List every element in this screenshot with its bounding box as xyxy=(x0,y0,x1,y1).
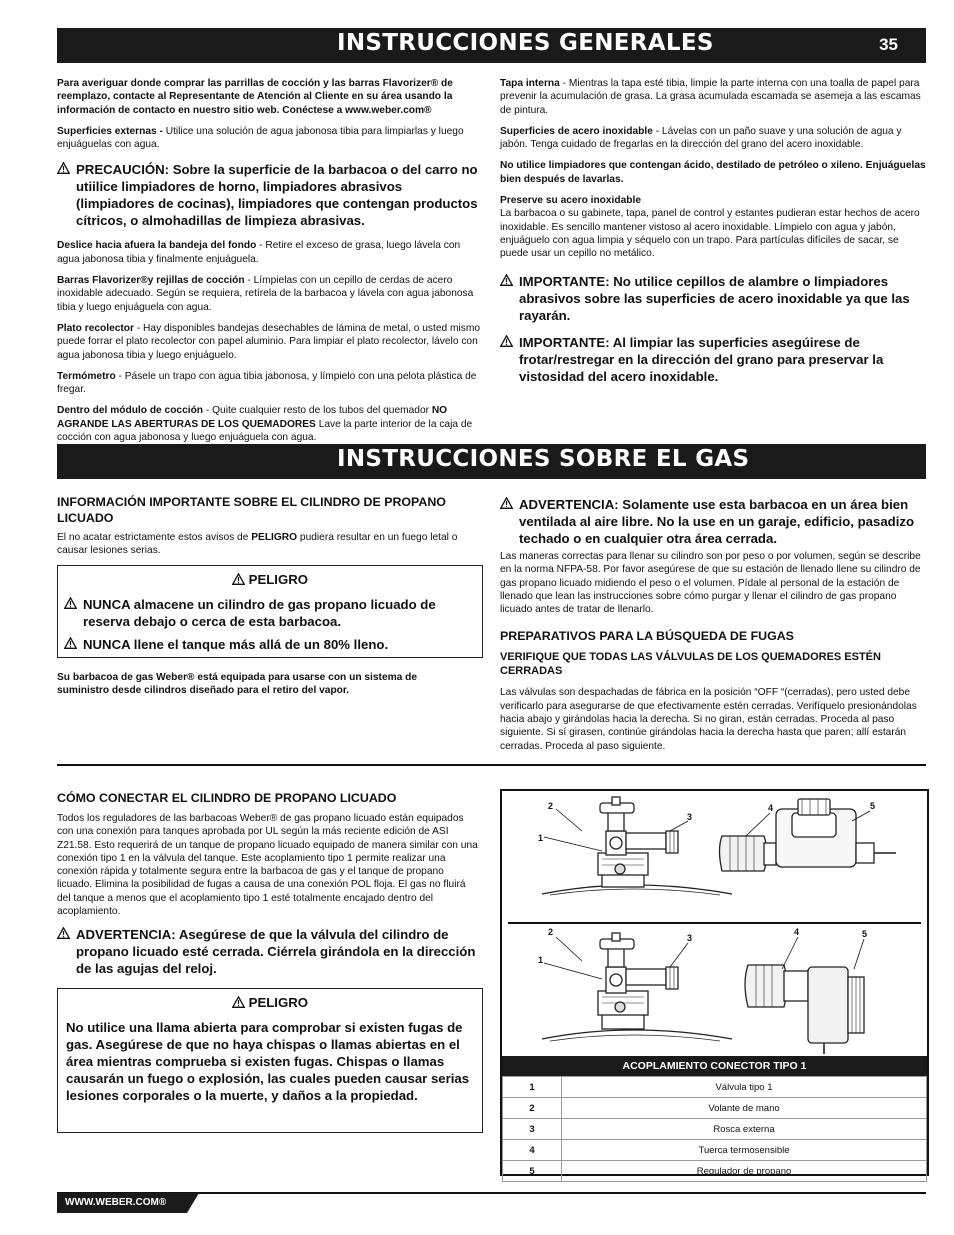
flavorizer-paragraph xyxy=(57,274,481,314)
paragraph-text: - Lávelas con un paño suave y una solución de agua y jabón. Tenga cuidado de fregarlas en la dirección del grano del acero inoxidable. xyxy=(500,125,902,151)
paragraph-label: Deslice hacia afuera la bandeja del fondo xyxy=(57,240,257,252)
callout-2: 2 xyxy=(548,801,554,811)
table-row xyxy=(503,1077,927,1098)
warning-text: IMPORTANTE: No utilice cepillos de alambre o limpiadores abrasivos sobre las superficies de acero inoxidable ya que las rayarán. xyxy=(519,273,910,323)
paragraph-emphasis: PELIGRO xyxy=(251,532,298,543)
bottom-regulator xyxy=(745,965,864,1054)
danger-title xyxy=(58,994,482,1011)
preserve-title: Preserve su acero inoxidable xyxy=(500,195,641,207)
danger-box-flame xyxy=(57,988,483,1133)
part-label: Volante de mano xyxy=(562,1098,927,1119)
section-title: INSTRUCCIONES SOBRE EL GAS xyxy=(337,446,750,472)
callout-3: 3 xyxy=(687,812,693,822)
bottom-tank-valve xyxy=(542,933,732,1041)
table-row xyxy=(503,1161,927,1182)
warning-icon xyxy=(64,597,77,609)
valve-closed-warning xyxy=(57,926,481,977)
warning-icon xyxy=(232,996,245,1008)
important-warning-2 xyxy=(500,334,926,385)
vapor-note: Su barbacoa de gas Weber® está equipada para usarse con un sistema de suministro desde cilindros diseñado para el retiro del vapor. xyxy=(57,672,418,697)
warning-text: IMPORTANTE: Al limpiar las superficies asegúirese de frotar/restregar en la dirección del grano para preservar la vistosidad del acero inoxidable. xyxy=(519,334,884,384)
coupling-figure xyxy=(500,789,929,1176)
part-number: 4 xyxy=(503,1140,562,1161)
callout-4: 4 xyxy=(794,927,800,937)
external-surfaces-paragraph xyxy=(57,125,481,152)
paragraph-text: - Mientras la tapa esté tibia, limpie la parte interna con una toalla de papel para prevenir la acumulación de grasa. La grasa acumulada escamada se asemeja a las escamas de pintura. xyxy=(500,78,921,116)
thermometer-paragraph xyxy=(57,370,481,397)
leak-prep-title: PREPARATIVOS PARA LA BÚSQUEDA DE FUGAS xyxy=(500,629,794,644)
stainless-paragraph xyxy=(500,125,926,152)
danger-title-text: PELIGRO xyxy=(248,572,309,587)
ventilation-warning xyxy=(500,496,926,547)
parts-table-title: ACOPLAMIENTO CONECTOR TIPO 1 xyxy=(502,1056,927,1076)
tray-paragraph xyxy=(57,239,481,266)
section-header-general xyxy=(57,28,926,63)
danger-item-storage xyxy=(64,596,472,630)
part-number: 3 xyxy=(503,1119,562,1140)
verify-valves-title: VERIFIQUE QUE TODAS LAS VÁLVULAS DE LOS QUEMADORES ESTÉN CERRADAS xyxy=(500,651,881,678)
lp-info-title: INFORMACIÓN IMPORTANTE SOBRE EL CILINDRO DE PROPANO LICUADO xyxy=(57,495,446,525)
paragraph-text: - Pásele un trapo con agua tibia jabonosa, y límpielo con una pelota plástica de fregar. xyxy=(57,370,477,396)
paragraph-text: - Quite cualquier resto de los tubos del quemador xyxy=(203,405,432,417)
paragraph-text: - Hay disponibles bandejas desechables de lámina de metal, o usted mismo puede forrar el plato recolector con papel aluminio. Para limpiar el plato recolector, lávelo con agua jabonosa tibia y luego enjuáguelo. xyxy=(57,322,481,361)
warning-icon xyxy=(57,927,70,939)
verify-valves-paragraph: Las válvulas son despachadas de fábrica en la posición “OFF “(cerradas), pero usted debe verificarlo para asegurarse de que efectivamente estén cerradas. Verifíquelo presionándolas hacia abajo y girándolas hacia la derecha. Si no giran, están cerradas. Proceda al paso siguiente. Si sí girasen, continúe girándolas hacia la derecha hasta que paren; allí estarán cerradas. Proceda al paso siguiente. xyxy=(500,687,917,752)
page-number: 35 xyxy=(879,35,898,54)
paragraph-text: pudiera resultar en un fuego letal o causar lesiones serias. xyxy=(57,532,458,557)
paragraph-label: Plato recolector xyxy=(57,322,134,334)
top-tank-valve xyxy=(542,797,732,895)
danger-text: NUNCA llene el tanque más allá de un 80% lleno. xyxy=(83,637,389,652)
paragraph-text: - Límpielas con un cepillo de cerdas de acero inoxidable adecuado. Según se requiera, retírela de la barbacoa y lávela con agua jabonosa tibia y luego enjuáguela con agua. xyxy=(57,275,474,313)
warning-icon xyxy=(500,335,513,347)
paragraph-label: Superficies de acero inoxidable xyxy=(500,125,653,137)
callout-3: 3 xyxy=(687,933,693,943)
parts-table xyxy=(502,1076,927,1182)
general-left-column xyxy=(57,77,481,444)
part-label: Regulador de propano xyxy=(562,1161,927,1182)
paragraph-label: Superficies externas - xyxy=(57,125,166,137)
callout-5: 5 xyxy=(862,929,868,939)
paragraph-text: El no acatar estrictamente estos avisos de xyxy=(57,532,252,543)
connect-title: CÓMO CONECTAR EL CILINDRO DE PROPANO LICUADO xyxy=(57,791,397,805)
warning-icon xyxy=(500,497,513,509)
footer-url[interactable]: WWW.WEBER.COM® xyxy=(65,1197,167,1208)
gas-right-column xyxy=(500,496,926,753)
gas-left-column xyxy=(57,494,481,558)
paragraph-label: Tapa interna xyxy=(500,78,560,89)
fill-paragraph: Las maneras correctas para llenar su cilindro son por peso o por volumen, según se describe en la norma NFPA-58. Por favor asegúrese de que su estación de llenado llene su cilindro de gas propano licuado midiendo el peso o el volumen. Pídale al personal de la estación de llenado que lean las instrucciones sobre cómo purgar y llenar el cilindro de gas propano licuado antes de tratar de llenarlo. xyxy=(500,551,921,616)
warning-icon xyxy=(57,162,70,174)
section-header-gas xyxy=(57,444,926,479)
no-acid-note: No utilice limpiadores que contengan ácido, destilado de petróleo o xileno. Enjuáguelas bien después de lavarlas. xyxy=(500,160,926,185)
paragraph-emphasis: NO AGRANDE LAS ABERTURAS DE LOS QUEMADORES xyxy=(57,405,448,430)
table-row xyxy=(503,1140,927,1161)
important-warning-1 xyxy=(500,273,926,324)
danger-text: NUNCA almacene un cilindro de gas propano licuado de reserva debajo o cerca de esta barbacoa. xyxy=(83,597,436,629)
callout-4: 4 xyxy=(768,803,774,813)
part-number: 1 xyxy=(503,1077,562,1098)
paragraph-label: Dentro del módulo de cocción xyxy=(57,405,204,417)
section-title: INSTRUCCIONES GENERALES xyxy=(337,30,714,56)
table-row xyxy=(503,1119,927,1140)
part-number: 5 xyxy=(503,1161,562,1182)
paragraph-label: Termómetro xyxy=(57,370,116,382)
paragraph-text: - Retire el exceso de grasa, luego lávela con agua jabonosa tibia y finalmente enjuáguela. xyxy=(57,240,461,265)
callout-1: 1 xyxy=(538,955,544,965)
part-number: 2 xyxy=(503,1098,562,1119)
warning-icon xyxy=(232,573,245,585)
callout-5: 5 xyxy=(870,801,876,811)
inner-lid-paragraph xyxy=(500,77,926,117)
warning-icon xyxy=(500,274,513,286)
danger-item-fill xyxy=(64,636,472,653)
table-row xyxy=(503,1098,927,1119)
cook-box-paragraph xyxy=(57,404,481,444)
paragraph-label: Barras Flavorizer®y rejillas de cocción xyxy=(57,275,245,287)
danger-text: No utilice una llama abierta para comprobar si existen fugas de gas. Asegúrese de que no haya chispas o llamas abiertas en el área mientras comprueba si existen fugas. Chispas o llamas causarán un fuego o explosión, las cuales pueden causar serias lesiones corporales o la muerte, y daños a la propiedad. xyxy=(66,1020,470,1103)
precaution-warning xyxy=(57,161,481,229)
paragraph-text: Lave la parte interior de la caja de cocción con agua jabonosa y luego enjuáguela con agua. xyxy=(57,418,473,444)
danger-title-text: PELIGRO xyxy=(248,995,309,1010)
callout-1: 1 xyxy=(538,833,544,843)
warning-text: ADVERTENCIA: Solamente use esta barbacoa en un área bien ventilada al aire libre. No la use en un garaje, edificio, pasadizo techado o en cualquier otra área cerrada. xyxy=(519,497,915,546)
paragraph-text: Utilice una solución de agua jabonosa tibia para limpiarlas y luego enjuáguelas con agua. xyxy=(57,125,464,151)
danger-title xyxy=(58,571,482,588)
part-label: Rosca externa xyxy=(562,1119,927,1140)
connect-paragraph: Todos los reguladores de las barbacoas Weber® de gas propano licuado están equipados con una conexión para tanques aprobada por UL según la más reciente edición de ASI Z21.58. Esto requerirá de un tanque de propano licuado equipado de manera similar con una conexión tipo 1 en la válvula del tanque. Este acoplamiento tipo 1 permite realizar una conexión rápida y totalmente segura entre la barbacoa de gas y el tanque de propano licuado. Elimina la posibilidad de fugas a causa de una conexión POL floja. El gas no fluirá del tanque a menos que el acoplamiento tipo 1 esté totalmente encajado dentro del acoplamiento. xyxy=(57,813,478,918)
part-label: Válvula tipo 1 xyxy=(562,1077,927,1098)
catch-plate-paragraph xyxy=(57,322,481,362)
danger-box-storage xyxy=(57,565,483,658)
warning-text: ADVERTENCIA: Asegúrese de que la válvula del cilindro de propano licuado esté cerrada. Ciérrela girándola en la dirección de las agujas del reloj. xyxy=(76,927,476,977)
callout-2: 2 xyxy=(548,927,554,937)
warning-icon xyxy=(64,637,77,649)
danger-intro xyxy=(57,531,481,558)
intro-paragraph: Para averiguar donde comprar las parrillas de cocción y las barras Flavorizer® de reemplazo, contacte al Representante de Atención al Cliente en su área usando la información de contacto en nuestro sitio web. Conéctese a www.weber.com® xyxy=(57,78,453,116)
general-right-column xyxy=(500,77,926,385)
preserve-paragraph: La barbacoa o su gabinete, tapa, panel de control y estantes pudieran estar hechos de acero inoxidable. Es sencillo mantener vistoso al acero inoxidable. Límpielo con agua y jabón, enjuáguelo con agua limpia y séquelo con un trapo. Para partículas difíciles de sacar, se puede usar un cepillo no metálico. xyxy=(500,208,920,260)
warning-text: PRECAUCIÓN: Sobre la superficie de la barbacoa o del carro no utiilice limpiadores de horno, limpiadores abrasivos (limpiadores de cocinas), limpiadores que contengan productos cítricos, o almohadillas de limpieza abrasivas. xyxy=(76,162,478,229)
coupling-illustration xyxy=(502,791,927,1054)
section-divider xyxy=(57,764,926,766)
connect-left-column xyxy=(57,790,481,977)
part-label: Tuerca termosensible xyxy=(562,1140,927,1161)
